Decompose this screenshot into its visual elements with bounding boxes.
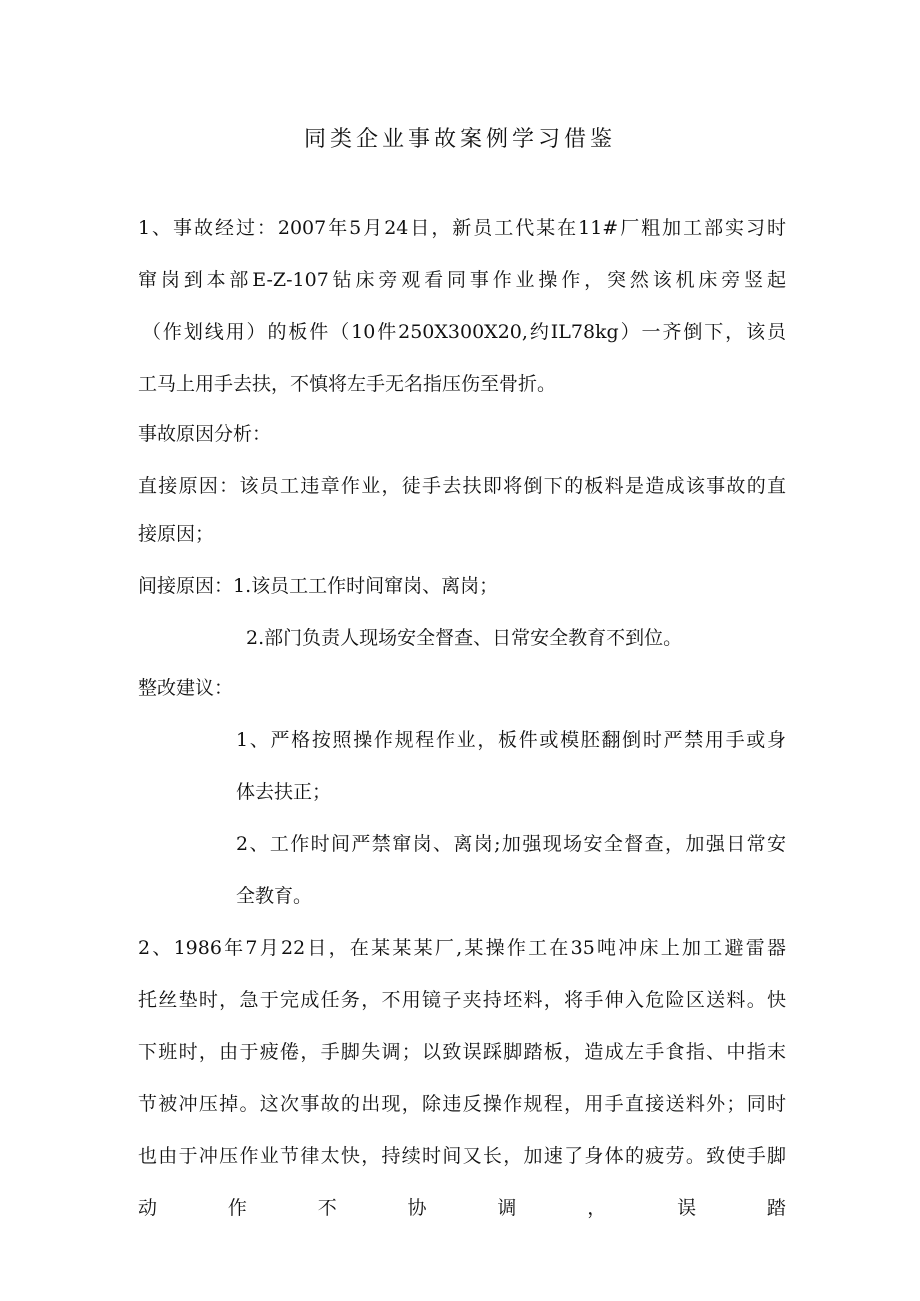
word: 误 [677, 1197, 697, 1219]
paragraph-line: 1、事故经过：2007年5月24日，新员工代某在11#厂粗加工部实习时 [138, 217, 786, 239]
paragraph-line: 节被冲压掉。这次事故的出现，除违反操作规程，用手直接送料外；同时 [138, 1093, 786, 1115]
paragraph-line: （作划线用）的板件（10件250X300X20,约IL78kg）一齐倒下，该员 [142, 321, 786, 343]
section-heading: 事故原因分析： [138, 423, 272, 445]
paragraph-line: 2、1986年7月22日，在某某某厂,某操作工在35吨冲床上加工避雷器 [138, 937, 786, 959]
word: 协 [407, 1197, 427, 1219]
paragraph-line: 1、严格按照操作规程作业，板件或模胚翻倒时严禁用手或身 [236, 729, 786, 751]
word: ， [587, 1197, 607, 1219]
page-title: 同类企业事故案例学习借鉴 [303, 127, 616, 152]
paragraph-line: 2.部门负责人现场安全督查、日常安全教育不到位。 [246, 627, 683, 649]
word: 作 [227, 1197, 247, 1219]
word: 踏 [766, 1197, 786, 1219]
paragraph-line: 直接原因：该员工违章作业，徒手去扶即将倒下的板料是造成该事故的直 [138, 475, 786, 497]
word: 动 [138, 1197, 158, 1219]
paragraph-line: 托丝垫时，急于完成任务，不用镜子夹持坯料，将手伸入危险区送料。快 [138, 989, 786, 1011]
paragraph-line: 接原因； [138, 523, 215, 545]
section-heading: 整改建议： [138, 677, 234, 699]
paragraph-line: 下班时，由于疲倦，手脚失调；以致误踩脚踏板，造成左手食指、中指末 [138, 1041, 786, 1063]
paragraph-line-spread [138, 1194, 786, 1222]
paragraph-line: 也由于冲压作业节律太快，持续时间又长，加速了身体的疲劳。致使手脚 [138, 1145, 786, 1167]
paragraph-line: 全教育。 [236, 885, 313, 907]
paragraph-line: 工马上用手去扶，不慎将左手无名指压伤至骨折。 [138, 373, 557, 395]
paragraph-line: 体去扶正； [236, 781, 332, 803]
paragraph-line: 2、工作时间严禁窜岗、离岗;加强现场安全督查，加强日常安 [236, 833, 786, 855]
paragraph-line: 窜岗到本部E-Z-107钻床旁观看同事作业操作，突然该机床旁竖起 [138, 269, 786, 291]
paragraph-line: 间接原因：1.该员工工作时间窜岗、离岗； [138, 575, 499, 597]
word: 调 [497, 1197, 517, 1219]
word: 不 [317, 1197, 337, 1219]
